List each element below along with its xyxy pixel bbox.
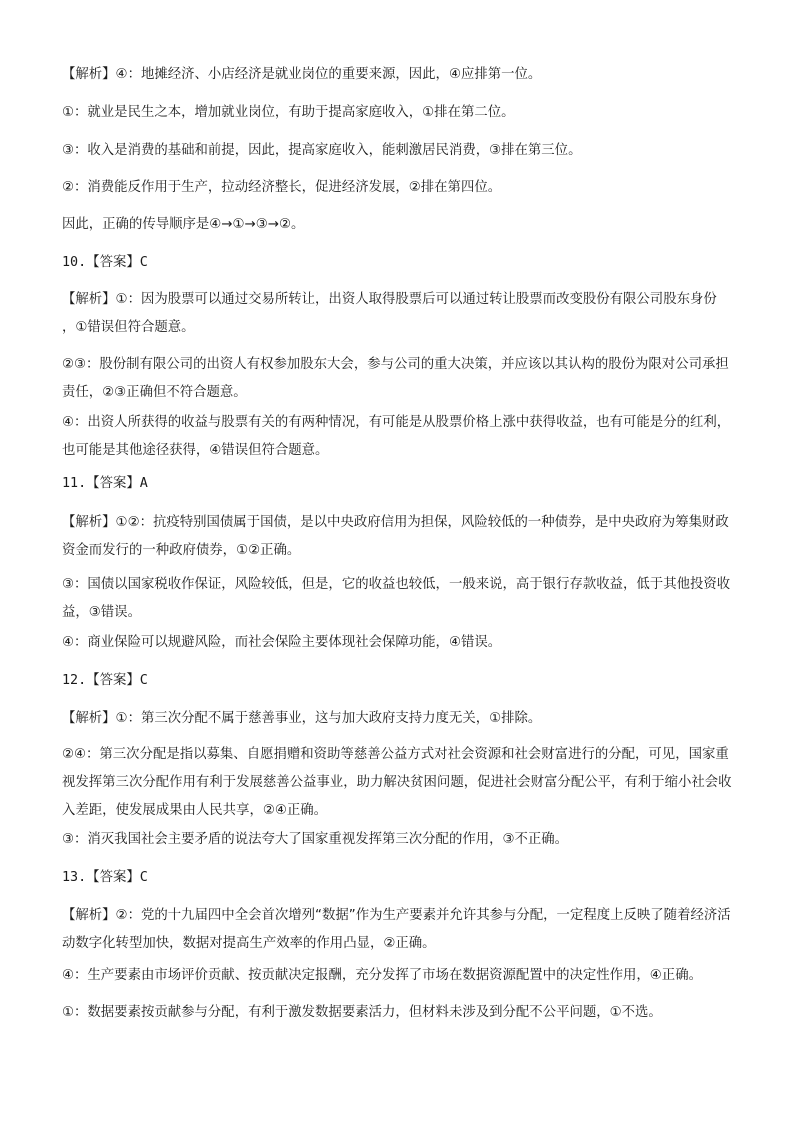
analysis-paragraph: ③：收入是消费的基础和前提，因此，提高家庭收入，能刺激居民消费，③排在第三位。 [62, 143, 582, 158]
analysis-paragraph: ②④：第三次分配是指以募集、自愿捐赠和资助等慈善公益方式对社会资源和社会财富进行的分配，可见，国家重视发挥第三次分配作用有利于发展慈善公益事业，助力解决贫困问题，促进社会财富分配公平，有利于缩小社会收入差距，使发展成果由人民共享，②④正确。 [62, 747, 732, 818]
analysis-paragraph: ④：生产要素由市场评价贡献、按贡献决定报酬，充分发挥了市场在数据资源配置中的决定性作用，④正确。 [62, 968, 702, 983]
analysis-paragraph: ②③：股份制有限公司的出资人有权参加股东大会，参与公司的重大决策，并应该以其认构的股份为限对公司承担责任，②③正确但不符合题意。 [62, 357, 729, 400]
answer-heading-11: 11.【答案】A [62, 476, 148, 491]
analysis-paragraph: ②：消费能反作用于生产，拉动经济整长，促进经济发展，②排在第四位。 [62, 180, 502, 195]
analysis-paragraph: 因此，正确的传导顺序是④→①→③→②。 [62, 217, 305, 232]
analysis-paragraph: ④：出资人所获得的收益与股票有关的有两种情况，有可能是从股票价格上涨中获得收益，也有可能是分的红利，也可能是其他途径获得，④错误但符合题意。 [62, 415, 731, 458]
analysis-paragraph: ④：商业保险可以规避风险，而社会保险主要体现社会保障功能，④错误。 [62, 635, 502, 650]
answer-heading-13: 13.【答案】C [62, 870, 148, 885]
analysis-paragraph: 【解析】①：因为股票可以通过交易所转让，出资人取得股票后可以通过转让股票而改变股份有限公司股东身份 ，①错误但符合题意。 [62, 292, 717, 335]
analysis-paragraph: ①：就业是民生之本，增加就业岗位，有助于提高家庭收入，①排在第二位。 [62, 105, 515, 120]
analysis-paragraph: ③：国债以国家税收作保证，风险较低，但是，它的收益也较低，一般来说，高于银行存款收益，低于其他投资收益，③错误。 [62, 577, 731, 620]
answer-heading-10: 10.【答案】C [62, 255, 148, 270]
analysis-paragraph: ③：消灭我国社会主要矛盾的说法夸大了国家重视发挥第三次分配的作用，③不正确。 [62, 832, 569, 847]
analysis-paragraph: 【解析】①②：抗疫特别国债属于国债，是以中央政府信用为担保，风险较低的一种债券，是中央政府为筹集财政资金而发行的一种政府债券，①②正确。 [62, 515, 729, 558]
analysis-paragraph: 【解析】②：党的十九届四中全会首次增列“数据”作为生产要素并允许其参与分配，一定程度上反映了随着经济活动数字化转型加快，数据对提高生产效率的作用凸显，②正确。 [62, 908, 731, 951]
analysis-paragraph: ①：数据要素按贡献参与分配，有利于激发数据要素活力，但材料未涉及到分配不公平问题，①不选。 [62, 1005, 662, 1020]
analysis-paragraph: 【解析】④：地摊经济、小店经济是就业岗位的重要来源，因此，④应排第一位。 [62, 67, 542, 82]
answer-heading-12: 12.【答案】C [62, 673, 148, 688]
analysis-paragraph: 【解析】①：第三次分配不属于慈善事业，这与加大政府支持力度无关，①排除。 [62, 711, 542, 726]
